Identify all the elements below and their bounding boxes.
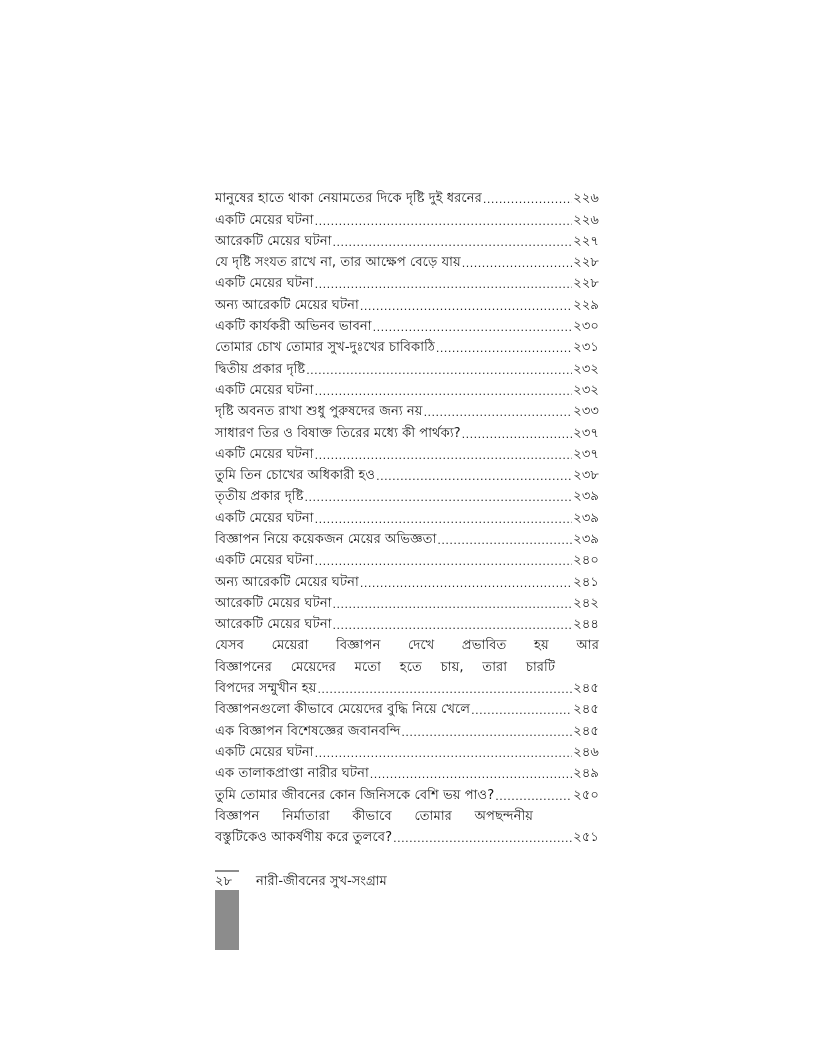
page-footer (215, 872, 575, 894)
dot-leader (483, 191, 572, 209)
toc-entry-title: একটি মেয়ের ঘটনা (215, 553, 314, 569)
dot-leader (315, 511, 573, 529)
dot-leader (393, 830, 572, 848)
dot-leader (373, 319, 573, 337)
dot-leader (437, 532, 572, 550)
toc-entry-title-line: বস্তুটিকেও আকর্ষণীয় করে তুলবে? (215, 830, 393, 846)
dot-leader (315, 745, 573, 763)
toc-entry-title: একটি মেয়ের ঘটনা (215, 276, 314, 292)
dot-leader (333, 596, 573, 614)
dot-leader (306, 362, 572, 380)
toc-entry (215, 422, 599, 443)
toc-entry-page: ২৩৩ (573, 404, 599, 420)
toc-entry-page: ২৩২ (573, 361, 599, 377)
toc-entry-title: তুমি তোমার জীবনের কোন জিনিসকে বেশি ভয় পাও? (215, 787, 495, 803)
toc-entry (215, 273, 599, 294)
dot-leader (333, 617, 573, 635)
toc-entry-title: তৃতীয় প্রকার দৃষ্টি (215, 489, 304, 505)
toc-entry (215, 252, 599, 273)
toc-entry-title: মানুষের হাতে থাকা নেয়ামতের দিকে দৃষ্টি দুই ধরনের (215, 191, 482, 207)
running-title: নারী-জীবনের সুখ-সংগ্রাম (256, 874, 387, 889)
toc-entry-page: ২৩৮ (573, 468, 599, 484)
toc-entry-page: ২২৬ (573, 212, 599, 228)
toc-entry-page: ২৪৫ (573, 723, 599, 739)
toc-entry (215, 337, 599, 358)
toc-entry-title: তোমার চোখ তোমার সুখ-দুঃখের চাবিকাঠি (215, 340, 435, 356)
toc-entry-page: ২৪৪ (573, 617, 599, 633)
toc-entry-page: ২৪৫ (573, 681, 599, 697)
toc-entry-multiline (215, 806, 599, 849)
dot-leader (471, 702, 572, 720)
dot-leader (315, 383, 573, 401)
toc-entry-page: ২২৮ (573, 255, 599, 271)
toc-entry-title: এক তালাকপ্রাপ্তা নারীর ঘটনা (215, 766, 369, 782)
toc-entry-page: ২৩০ (573, 319, 599, 335)
toc-entry-title: সাধারণ তির ও বিষাক্ত তিরের মধ্যে কী পার্থক্য? (215, 425, 461, 441)
toc-entry-page: ২২৬ (573, 191, 599, 207)
toc-entry (215, 316, 599, 337)
table-of-contents (215, 188, 599, 848)
toc-entry-title-line: যেসব মেয়েরা বিজ্ঞাপন দেখে প্রভাবিত হয় আর (215, 638, 599, 654)
toc-entry-title: একটি মেয়ের ঘটনা (215, 446, 314, 462)
dot-leader (315, 553, 573, 571)
dot-leader (424, 404, 573, 422)
toc-entry-title: দ্বিতীয় প্রকার দৃষ্টি (215, 361, 306, 377)
dot-leader (317, 681, 572, 699)
toc-entry-title: আরেকটি মেয়ের ঘটনা (215, 595, 332, 611)
toc-entry-title: অন্য আরেকটি মেয়ের ঘটনা (215, 574, 359, 590)
dot-leader (401, 724, 572, 742)
dot-leader (462, 426, 573, 444)
page-number: ২৮ (215, 874, 232, 889)
toc-entry (215, 593, 599, 614)
dot-leader (360, 575, 572, 593)
toc-entry-title-line: বিজ্ঞাপন নির্মাতারা কীভাবে তোমার অপছন্দনীয় (215, 808, 533, 824)
dot-leader (462, 255, 573, 273)
dot-leader (495, 788, 572, 806)
toc-entry-title: বিজ্ঞাপনগুলো কীভাবে মেয়েদের বুদ্ধি নিয়ে খেলে (215, 702, 471, 718)
toc-entry-page: ২৪৯ (573, 766, 599, 782)
dot-leader (436, 340, 572, 358)
toc-entry (215, 720, 599, 741)
toc-entry-title: বিজ্ঞাপন নিয়ে কয়েকজন মেয়ের অভিজ্ঞতা (215, 532, 437, 548)
toc-entry (215, 209, 599, 230)
toc-entry-title: আরেকটি মেয়ের ঘটনা (215, 233, 332, 249)
toc-entry-page: ২৩২ (573, 382, 599, 398)
toc-entry-title: যে দৃষ্টি সংযত রাখে না, তার আক্ষেপ বেড়ে যায় (215, 255, 461, 271)
toc-entry-title: এক বিজ্ঞাপন বিশেষজ্ঞের জবানবন্দি (215, 723, 401, 739)
toc-entry (215, 529, 599, 550)
toc-entry (215, 571, 599, 592)
toc-entry-title: একটি মেয়ের ঘটনা (215, 745, 314, 761)
toc-list (215, 699, 599, 805)
toc-entry (215, 294, 599, 315)
toc-entry-title: দৃষ্টি অবনত রাখা শুধু পুরুষদের জন্য নয় (215, 404, 423, 420)
toc-entry (215, 380, 599, 401)
toc-entry-page: ২৩৯ (573, 510, 599, 526)
toc-entry-title: একটি কার্যকরী অভিনব ভাবনা (215, 319, 372, 335)
toc-list (215, 188, 599, 635)
toc-entry-page: ২৩৯ (573, 532, 599, 548)
toc-entry (215, 401, 599, 422)
dot-leader (315, 447, 573, 465)
toc-entry-title: তুমি তিন চোখের অধিকারী হও (215, 468, 376, 484)
toc-entry (215, 486, 599, 507)
toc-entry-title: আরেকটি মেয়ের ঘটনা (215, 617, 332, 633)
toc-entry-title-line: বিজ্ঞাপনের মেয়েদের মতো হতে চায়, তারা চারটি (215, 659, 555, 675)
toc-entry-title: একটি মেয়ের ঘটনা (215, 510, 314, 526)
toc-entry (215, 188, 599, 209)
toc-entry-page: ২৪১ (573, 574, 599, 590)
toc-entry-page: ২২৯ (573, 297, 599, 313)
toc-entry-row (215, 678, 599, 699)
dot-leader (333, 234, 573, 252)
toc-entry-multiline (215, 635, 599, 699)
toc-entry (215, 742, 599, 763)
toc-entry-page: ২৩৭ (573, 425, 599, 441)
toc-entry (215, 465, 599, 486)
dot-leader (315, 213, 573, 231)
toc-entry (215, 784, 599, 805)
toc-entry-page: ২২৭ (573, 233, 599, 249)
toc-entry (215, 699, 599, 720)
toc-entry-title-line: বিপদের সম্মুখীন হয় (215, 681, 317, 697)
toc-entry (215, 763, 599, 784)
toc-entry-title: অন্য আরেকটি মেয়ের ঘটনা (215, 297, 359, 313)
toc-entry-row (215, 827, 599, 848)
toc-entry-page: ২৪২ (573, 595, 599, 611)
toc-entry-page: ২৪৫ (573, 702, 599, 718)
toc-entry-page: ২৩৭ (573, 446, 599, 462)
dot-leader (370, 766, 573, 784)
toc-entry-page: ২২৮ (573, 276, 599, 292)
toc-entry-page: ২৫০ (573, 787, 599, 803)
toc-entry (215, 614, 599, 635)
dot-leader (315, 276, 573, 294)
toc-entry-page: ২৪০ (573, 553, 599, 569)
dot-leader (304, 489, 572, 507)
toc-entry (215, 231, 599, 252)
toc-entry-page: ২৪৬ (573, 745, 599, 761)
toc-entry (215, 507, 599, 528)
toc-entry-title: একটি মেয়ের ঘটনা (215, 212, 314, 228)
toc-entry (215, 550, 599, 571)
toc-entry-page: ২৩১ (573, 340, 599, 356)
toc-entry-page: ২৩৯ (573, 489, 599, 505)
toc-entry (215, 358, 599, 379)
toc-entry (215, 444, 599, 465)
dot-leader (360, 298, 572, 316)
toc-entry-title: একটি মেয়ের ঘটনা (215, 382, 314, 398)
dot-leader (376, 468, 572, 486)
toc-entry-page: ২৫১ (573, 830, 599, 846)
